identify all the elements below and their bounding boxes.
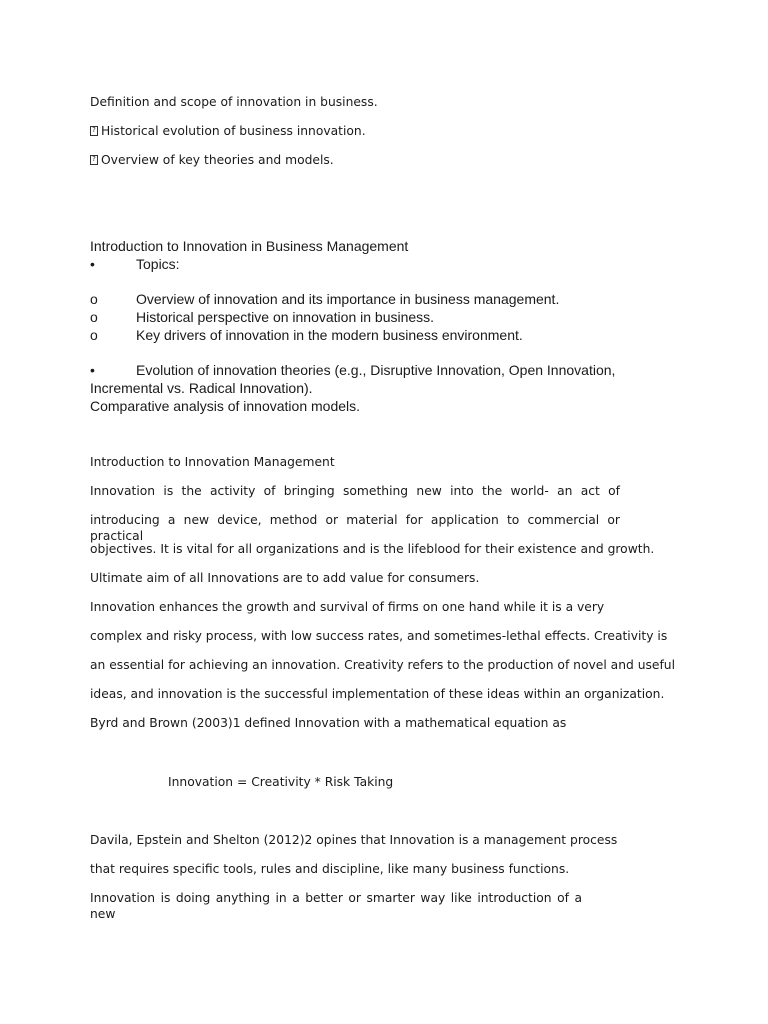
missing-glyph-icon (90, 155, 98, 165)
evolution-continuation: Incremental vs. Radical Innovation). (90, 380, 313, 396)
sub-item-1 (90, 291, 559, 307)
paragraph-line: ideas, and innovation is the successful implementation of these ideas within an organization. (90, 687, 665, 701)
intro-history-line (90, 123, 366, 139)
intro-theories-line (90, 152, 334, 168)
sub-item-text: Historical perspective on innovation in business. (136, 309, 435, 325)
bullet-marker: • (90, 256, 95, 272)
evolution-bullet-line (90, 362, 615, 378)
paragraph-line: complex and risky process, with low success rates, and sometimes-lethal effects. Creativity is (90, 629, 668, 643)
sub-marker: o (90, 291, 98, 307)
sub-marker: o (90, 327, 98, 343)
paragraph-line: Byrd and Brown (2003)1 defined Innovation with a mathematical equation as (90, 716, 567, 730)
paragraph-line: objectives. It is vital for all organizations and is the lifeblood for their existence and growth. (90, 542, 655, 556)
davila-line: Innovation is doing anything in a better or smarter way like introduction of a new (90, 891, 582, 921)
sub-item-2 (90, 309, 434, 325)
intro-definition-line: Definition and scope of innovation in business. (90, 95, 378, 109)
davila-line: Davila, Epstein and Shelton (2012)2 opines that Innovation is a management process (90, 833, 618, 847)
paragraph-line: introducing a new device, method or material for application to commercial or practical (90, 513, 620, 543)
sub-marker: o (90, 309, 98, 325)
paragraph-line: an essential for achieving an innovation. Creativity refers to the production of novel and useful (90, 658, 676, 672)
sub-item-3 (90, 327, 523, 343)
paragraph-line: Innovation is the activity of bringing something new into the world- an act of (90, 484, 620, 498)
sub-item-text: Key drivers of innovation in the modern business environment. (136, 327, 523, 343)
intro-theories-text: Overview of key theories and models. (101, 153, 334, 167)
intro-history-text: Historical evolution of business innovation. (101, 124, 366, 138)
topics-bullet-line (90, 256, 180, 272)
section2-title: Introduction to Innovation Management (90, 455, 335, 469)
section1-title: Introduction to Innovation in Business Management (90, 238, 409, 254)
missing-glyph-icon (90, 126, 98, 136)
bullet-marker: • (90, 362, 95, 378)
paragraph-line: Innovation enhances the growth and survival of firms on one hand while it is a very (90, 600, 605, 614)
innovation-equation: Innovation = Creativity * Risk Taking (168, 775, 394, 789)
davila-line: that requires specific tools, rules and discipline, like many business functions. (90, 862, 570, 876)
topics-label: Topics: (136, 256, 180, 272)
evolution-text: Evolution of innovation theories (e.g., Disruptive Innovation, Open Innovation, (136, 362, 616, 378)
comparative-line: Comparative analysis of innovation models. (90, 398, 361, 414)
paragraph-line: Ultimate aim of all Innovations are to add value for consumers. (90, 571, 480, 585)
sub-item-text: Overview of innovation and its importance in business management. (136, 291, 560, 307)
